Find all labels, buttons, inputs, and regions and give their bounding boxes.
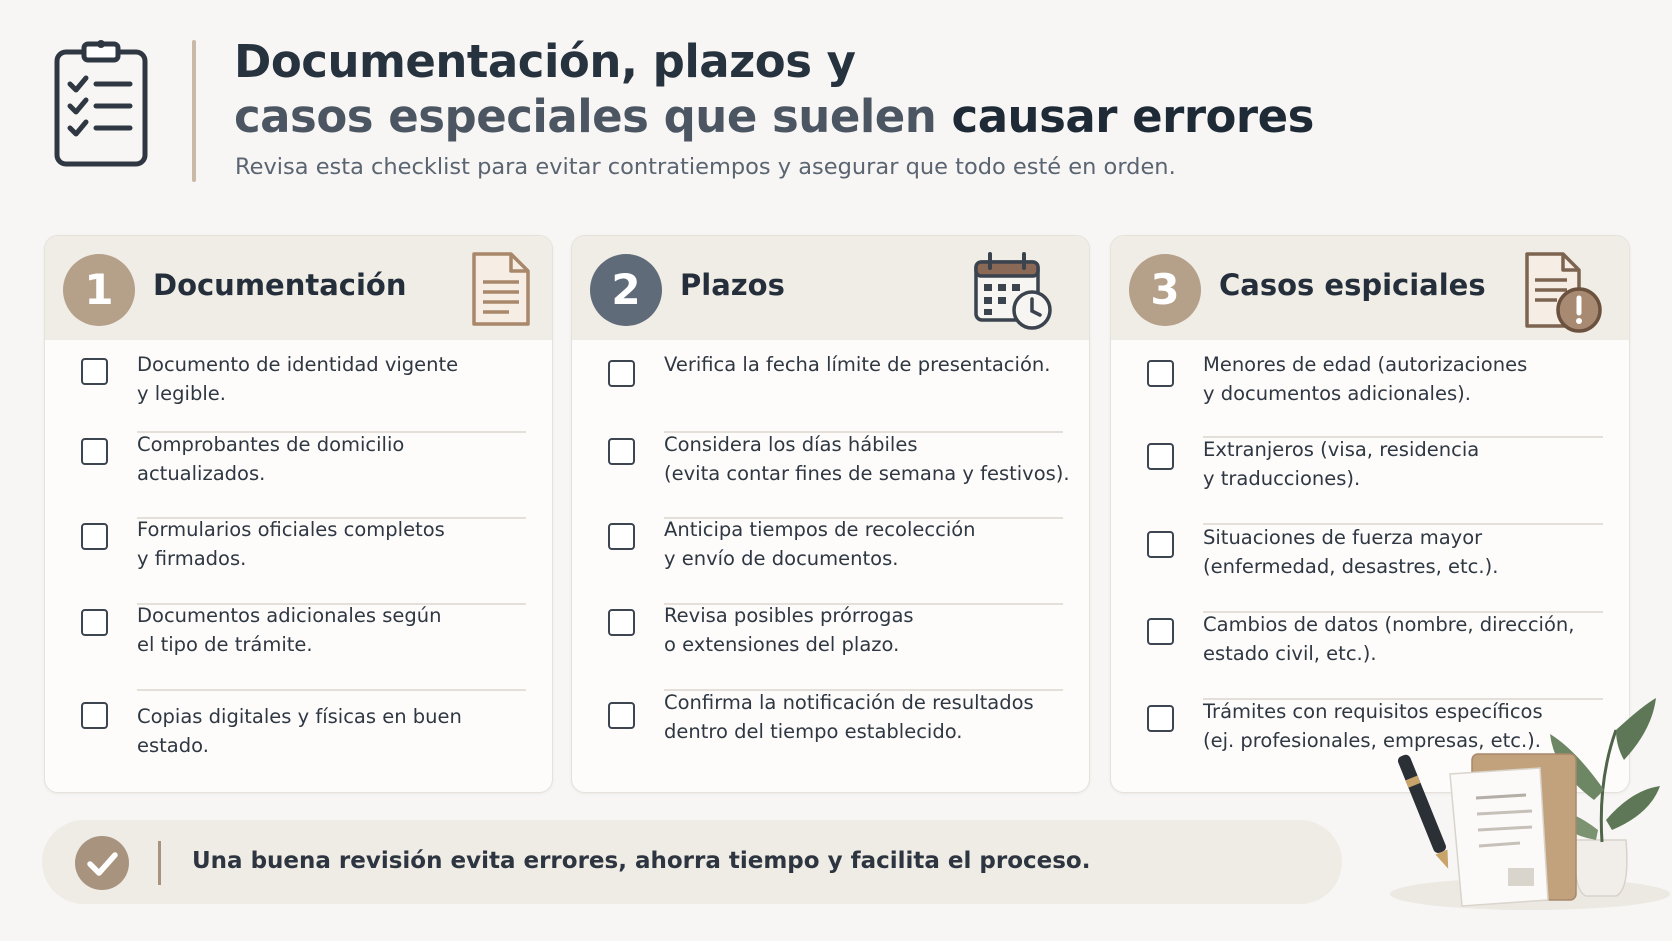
item-line-1: Copias digitales y físicas en buen estado.	[137, 705, 462, 757]
card-header	[45, 236, 552, 340]
checkbox[interactable]	[81, 438, 108, 465]
item-line-1: Verifica la fecha límite de presentación.	[664, 353, 1051, 376]
item-text	[664, 430, 1084, 488]
item-text	[664, 688, 1084, 746]
document-warning-icon	[1523, 250, 1603, 334]
item-text	[137, 515, 537, 573]
card-title: Plazos	[680, 268, 785, 302]
card-documentacion	[44, 235, 553, 793]
card-title: Documentación	[153, 268, 407, 302]
checkbox[interactable]	[81, 609, 108, 636]
title-line-2	[234, 89, 1314, 144]
footer-banner	[42, 820, 1342, 904]
item-line-2: (enfermedad, desastres, etc.).	[1203, 555, 1499, 578]
item-line-1: Situaciones de fuerza mayor	[1203, 526, 1483, 549]
item-line-1: Formularios oficiales completos	[137, 518, 445, 541]
item-line-1: Trámites con requisitos específicos	[1203, 700, 1543, 723]
item-text	[1203, 610, 1623, 668]
documents-plant-illustration	[1380, 690, 1672, 941]
calendar-clock-icon	[972, 250, 1054, 332]
checkbox[interactable]	[608, 702, 635, 729]
item-line-2: (evita contar fines de semana y festivos).	[664, 462, 1070, 485]
item-line-2: estado civil, etc.).	[1203, 642, 1377, 665]
clipboard-checklist-icon	[52, 38, 156, 172]
title-line-1: Documentación, plazos y	[234, 35, 856, 88]
item-line-2: el tipo de trámite.	[137, 633, 313, 656]
footer-divider	[158, 841, 161, 885]
item-text	[1203, 523, 1623, 581]
checkbox[interactable]	[1147, 618, 1174, 645]
item-line-2: actualizados.	[137, 462, 266, 485]
card-title: Casos espiciales	[1219, 268, 1486, 302]
step-number-badge: 1	[63, 254, 135, 326]
checkbox[interactable]	[608, 523, 635, 550]
item-line-2: y legible.	[137, 382, 226, 405]
item-line-2: (ej. profesionales, empresas, etc.).	[1203, 729, 1541, 752]
item-line-1: Documentos adicionales según	[137, 604, 442, 627]
title-line-2-emphasis: causar errores	[951, 90, 1314, 143]
item-line-1: Extranjeros (visa, residencia	[1203, 438, 1480, 461]
checkbox[interactable]	[81, 702, 108, 729]
item-line-2: o extensiones del plazo.	[664, 633, 900, 656]
item-line-1: Revisa posibles prórrogas	[664, 604, 914, 627]
checkbox[interactable]	[81, 523, 108, 550]
item-line-2: dentro del tiempo establecido.	[664, 720, 963, 743]
header-divider	[192, 40, 196, 182]
item-text	[137, 702, 537, 760]
footer-text: Una buena revisión evita errores, ahorra tiempo y facilita el proceso.	[192, 848, 1091, 874]
item-text	[1203, 350, 1623, 408]
checkbox[interactable]	[1147, 531, 1174, 558]
checkbox[interactable]	[1147, 705, 1174, 732]
card-header	[1111, 236, 1629, 340]
check-circle-icon	[75, 836, 129, 890]
item-line-1: Comprobantes de domicilio	[137, 433, 405, 456]
item-line-1: Documento de identidad vigente	[137, 353, 459, 376]
item-text	[664, 350, 1084, 379]
item-divider	[137, 689, 526, 691]
item-line-1: Cambios de datos (nombre, dirección,	[1203, 613, 1575, 636]
item-text	[664, 601, 1084, 659]
checkbox[interactable]	[608, 360, 635, 387]
item-line-1: Menores de edad (autorizaciones	[1203, 353, 1528, 376]
checkbox[interactable]	[1147, 360, 1174, 387]
checkbox[interactable]	[1147, 443, 1174, 470]
card-header	[572, 236, 1089, 340]
item-line-2: y documentos adicionales).	[1203, 382, 1471, 405]
checkbox[interactable]	[81, 358, 108, 385]
title-line-2-regular: casos especiales que suelen	[234, 90, 952, 143]
item-line-2: y traducciones).	[1203, 467, 1361, 490]
item-text	[137, 601, 537, 659]
item-text	[1203, 435, 1623, 493]
item-line-1: Anticipa tiempos de recolección	[664, 518, 976, 541]
card-plazos	[571, 235, 1090, 793]
item-text	[137, 350, 537, 408]
item-line-1: Considera los días hábiles	[664, 433, 918, 456]
item-line-2: y firmados.	[137, 547, 247, 570]
item-line-1: Confirma la notificación de resultados	[664, 691, 1034, 714]
item-text	[664, 515, 1084, 573]
page-header	[0, 0, 1672, 200]
page-subtitle: Revisa esta checklist para evitar contratiempos y asegurar que todo esté en orden.	[235, 154, 1176, 180]
item-line-2: y envío de documentos.	[664, 547, 899, 570]
checkbox[interactable]	[608, 609, 635, 636]
step-number-badge: 2	[590, 254, 662, 326]
page-title	[234, 34, 1314, 144]
item-text	[137, 430, 537, 488]
document-icon	[469, 250, 533, 328]
checkbox[interactable]	[608, 438, 635, 465]
step-number-badge: 3	[1129, 254, 1201, 326]
